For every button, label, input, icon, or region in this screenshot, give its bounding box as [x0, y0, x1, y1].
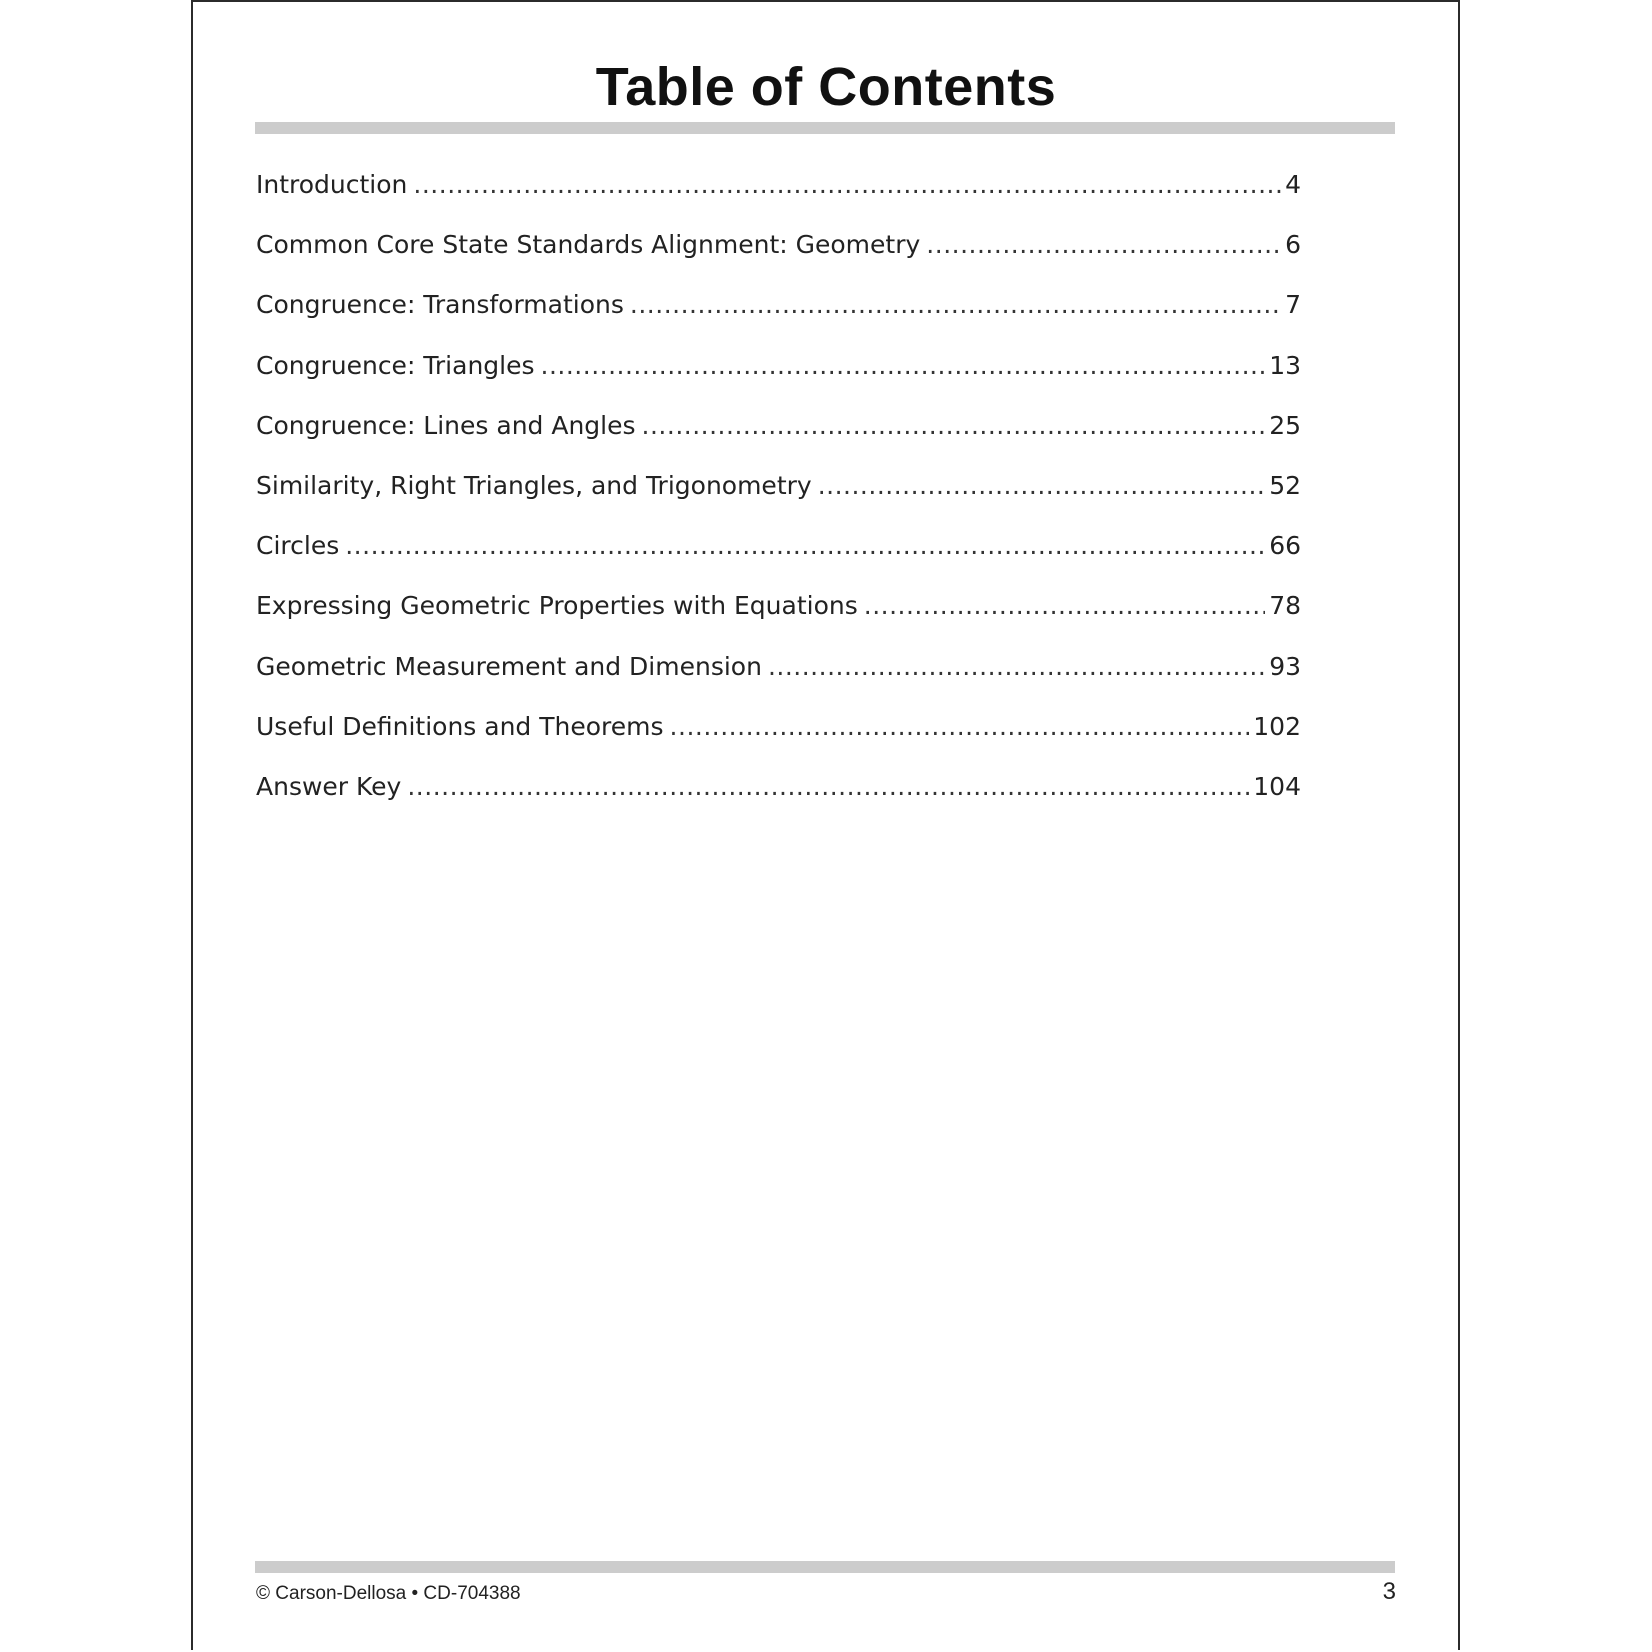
toc-entry-title: Circles: [256, 531, 340, 561]
toc-entry-answer-key[interactable]: [256, 772, 1301, 832]
toc-dot-leader: [630, 290, 1281, 319]
toc-entry-title: Common Core State Standards Alignment: Geometry: [256, 230, 921, 260]
toc-dot-leader: [407, 772, 1249, 801]
toc-entry-title: Answer Key: [256, 771, 402, 801]
toc-entry-page: 6: [1285, 230, 1301, 260]
toc-entry-circles[interactable]: [256, 531, 1301, 591]
toc-entry-standards-alignment[interactable]: [256, 230, 1301, 290]
toc-entry-page: 93: [1269, 651, 1301, 681]
toc-entry-page: 7: [1285, 290, 1301, 320]
toc-entry-page: 104: [1253, 771, 1301, 801]
toc-entry-title: Useful Definitions and Theorems: [256, 711, 664, 741]
title-divider: [255, 122, 1395, 134]
table-of-contents: [256, 170, 1301, 832]
toc-entry-similarity[interactable]: [256, 471, 1301, 531]
toc-dot-leader: [864, 591, 1265, 620]
footer-copyright: © Carson-Dellosa • CD-704388: [256, 1583, 521, 1604]
toc-entry-title: Similarity, Right Triangles, and Trigonometry: [256, 470, 812, 500]
toc-entry-title: Congruence: Triangles: [256, 350, 535, 380]
toc-entry-page: 25: [1269, 410, 1301, 440]
toc-entry-page: 13: [1269, 350, 1301, 380]
toc-dot-leader: [818, 471, 1265, 500]
footer-divider: [255, 1561, 1395, 1573]
toc-entry-title: Congruence: Lines and Angles: [256, 410, 636, 440]
page-title: Table of Contents: [595, 57, 1057, 117]
toc-dot-leader: [670, 712, 1250, 741]
toc-entry-congruence-transformations[interactable]: [256, 290, 1301, 350]
toc-entry-title: Expressing Geometric Properties with Equations: [256, 591, 858, 621]
toc-entry-page: 78: [1269, 591, 1301, 621]
toc-entry-title: Introduction: [256, 170, 408, 199]
toc-entry-expressing-properties[interactable]: [256, 591, 1301, 651]
toc-entry-measurement-dimension[interactable]: [256, 652, 1301, 712]
toc-entry-page: 52: [1269, 470, 1301, 500]
toc-entry-congruence-triangles[interactable]: [256, 351, 1301, 411]
toc-entry-introduction[interactable]: [256, 170, 1301, 230]
toc-dot-leader: [926, 230, 1281, 259]
toc-dot-leader: [768, 652, 1265, 681]
toc-entry-definitions-theorems[interactable]: [256, 712, 1301, 772]
toc-entry-page: 102: [1253, 711, 1301, 741]
toc-entry-page: 66: [1269, 531, 1301, 561]
toc-entry-congruence-lines-angles[interactable]: [256, 411, 1301, 471]
toc-entry-title: Geometric Measurement and Dimension: [256, 651, 762, 681]
footer-page-number: 3: [1382, 1578, 1396, 1605]
toc-dot-leader: [642, 411, 1266, 440]
toc-dot-leader: [345, 531, 1265, 560]
toc-entry-title: Congruence: Transformations: [256, 290, 624, 320]
toc-entry-page: 4: [1285, 170, 1301, 199]
toc-dot-leader: [541, 351, 1266, 380]
toc-dot-leader: [413, 170, 1281, 199]
